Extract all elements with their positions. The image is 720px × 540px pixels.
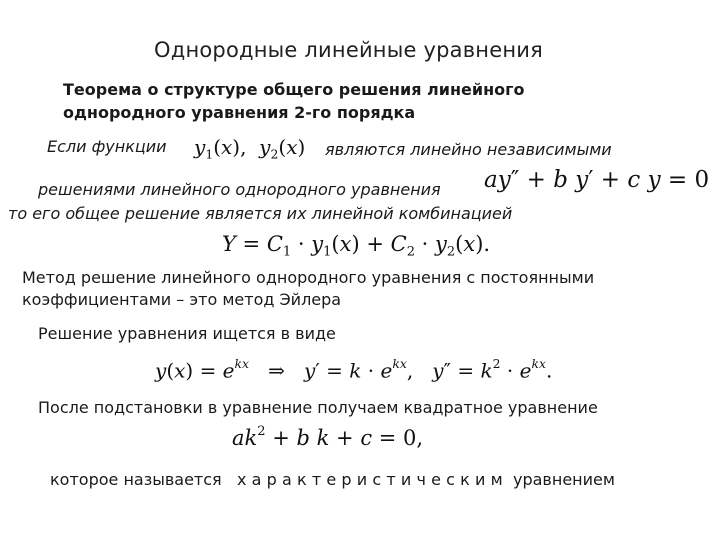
if-functions-text: Если функции	[47, 137, 167, 156]
slide-title: Однородные линейные уравнения	[154, 38, 543, 62]
theorem-line-1: Теорема о структуре общего решения линейного	[63, 80, 525, 99]
equation-word: уравнением	[513, 470, 615, 489]
formula-euler-substitution: $y(x) = e^{kx}$ ⇒ $y' = k \cdot e^{kx}$, $y'' = k^2 \cdot e^{kx}$.	[155, 356, 553, 383]
theorem-line-2: однородного уравнения 2-го порядка	[63, 103, 416, 122]
characteristic-equation-text	[50, 470, 615, 489]
general-solution-text: то его общее решение является их линейной комбинацией	[8, 204, 513, 223]
euler-line-1: Метод решение линейного однородного уравнения с постоянными	[22, 268, 595, 287]
solutions-text: решениями линейного однородного уравнения	[38, 180, 441, 199]
formula-characteristic-equation: $ak^2 + b$ k + c = 0,	[232, 424, 424, 450]
formula-ode: ay″ + b y′ + c y = 0	[484, 167, 710, 193]
formula-y1-y2: $y_1(x)$, $y_2(x)$	[194, 135, 306, 162]
linearly-independent-text: являются линейно независимыми	[325, 140, 612, 159]
euler-line-2: коэффициентами – это метод Эйлера	[22, 290, 342, 309]
euler-method-text	[22, 267, 594, 311]
formula-general-solution: $Y = C_1 \cdot y_1(x) + C_2 \cdot y_2(x)$.	[222, 232, 491, 260]
after-substitution-text: После подстановки в уравнение получаем квадратное уравнение	[38, 398, 598, 417]
which-is-called: которое называется	[50, 470, 222, 489]
sought-form-text: Решение уравнения ищется в виде	[38, 324, 336, 343]
theorem-heading	[63, 78, 524, 124]
characteristic-word: характеристическим	[236, 470, 508, 489]
